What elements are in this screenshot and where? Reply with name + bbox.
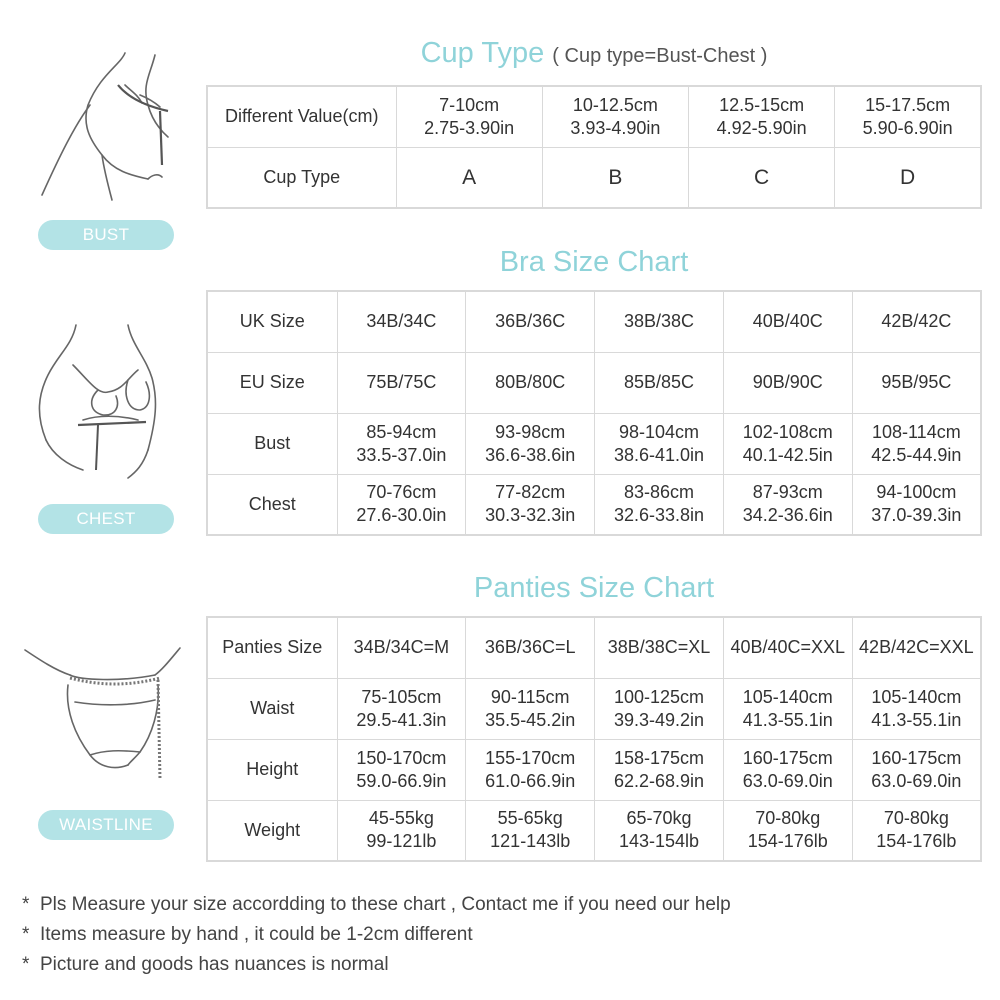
bust-illustration [30, 45, 180, 205]
table-cell [852, 291, 981, 352]
table-cell [723, 291, 852, 352]
cell-line: 35.5-45.2in [485, 709, 576, 730]
cup-range-in: 5.90-6.90in [862, 117, 953, 138]
cell-line: 41.3-55.1in [871, 709, 962, 730]
row-label: Height [207, 739, 337, 800]
table-cell [852, 617, 981, 678]
table-cell [337, 739, 466, 800]
bullet-star: * [22, 954, 30, 975]
table-cell [337, 678, 466, 739]
table-cell [595, 474, 724, 535]
bust-label: BUST [38, 220, 174, 250]
bra-size-title: Bra Size Chart [499, 246, 689, 278]
table-cell [466, 739, 595, 800]
cell-line: 32.6-33.8in [613, 505, 705, 526]
cell-line: 42B/42C=XXL [859, 637, 974, 658]
row-label: UK Size [207, 291, 337, 352]
table-cell [466, 800, 595, 861]
panties-size-table [206, 616, 982, 862]
cell-line: 63.0-69.0in [871, 770, 962, 791]
table-cell [337, 617, 466, 678]
cup-range-in: 3.93-4.90in [570, 117, 661, 138]
table-cell [852, 352, 981, 413]
cell-line: 85-94cm [366, 421, 437, 442]
cup-letter: D [835, 147, 981, 208]
table-row [207, 147, 981, 208]
cell-line: 40.1-42.5in [742, 444, 833, 465]
cup-range-cm: 12.5-15cm [719, 94, 805, 115]
table-cell [466, 352, 595, 413]
cup-letter: B [542, 147, 688, 208]
cell-line: 102-108cm [742, 421, 833, 442]
panties-size-title: Panties Size Chart [473, 572, 715, 604]
cell-line: 98-104cm [618, 421, 700, 442]
cell-line: 42B/42C [881, 311, 952, 332]
row-label: Panties Size [207, 617, 337, 678]
cell-line: 143-154lb [618, 831, 700, 852]
cell-line: 154-176lb [876, 831, 957, 852]
cup-letter: C [689, 147, 835, 208]
cell-line: 158-175cm [613, 747, 705, 768]
cup-range-cm: 15-17.5cm [865, 94, 951, 115]
table-cell [723, 800, 852, 861]
cell-line: 65-70kg [626, 808, 692, 829]
cell-line: 38B/38C [623, 311, 695, 332]
table-row [207, 413, 981, 474]
table-cell [852, 739, 981, 800]
table-row [207, 474, 981, 535]
cell-line: 108-114cm [871, 421, 961, 442]
row-label: Chest [207, 474, 337, 535]
cell-line: 155-170cm [485, 747, 576, 768]
row-label: Weight [207, 800, 337, 861]
note-item [22, 890, 731, 920]
cell-line: 80B/80C [495, 372, 566, 392]
cell-line: 41.3-55.1in [742, 709, 833, 730]
bullet-star: * [22, 894, 30, 915]
cell-line: 90B/90C [752, 372, 823, 392]
bullet-star: * [22, 924, 30, 945]
row-label: EU Size [207, 352, 337, 413]
cup-range-cm: 7-10cm [439, 94, 500, 115]
table-cell [337, 352, 466, 413]
cup-row-label: Cup Type [207, 147, 396, 208]
table-cell [466, 617, 595, 678]
table-row [207, 291, 981, 352]
cell-line: 36B/36C=L [484, 637, 576, 658]
table-cell [466, 474, 595, 535]
table-cell [595, 678, 724, 739]
notes [22, 890, 731, 980]
cup-header-label: Different Value(cm) [207, 86, 396, 147]
cell-line: 75-105cm [361, 686, 442, 707]
note-text: Pls Measure your size accordding to these chart , Contact me if you need our help [40, 894, 731, 915]
cell-line: 121-143lb [490, 831, 571, 852]
waistline-label: WAISTLINE [38, 810, 174, 840]
table-cell [723, 739, 852, 800]
cell-line: 40B/40C=XXL [730, 637, 846, 658]
cup-range-cell [542, 86, 688, 147]
cell-line: 94-100cm [876, 482, 957, 503]
waistline-illustration [20, 640, 185, 790]
table-cell [852, 678, 981, 739]
cell-line: 70-80kg [883, 808, 949, 829]
table-cell [466, 678, 595, 739]
cell-line: 63.0-69.0in [742, 770, 833, 791]
table-cell [337, 291, 466, 352]
cup-range-in: 4.92-5.90in [716, 117, 807, 138]
table-cell [852, 800, 981, 861]
cell-line: 93-98cm [495, 421, 566, 442]
cell-line: 87-93cm [752, 482, 823, 503]
table-cell [595, 352, 724, 413]
cup-type-table [206, 85, 982, 209]
cell-line: 105-140cm [742, 686, 833, 707]
cell-line: 27.6-30.0in [356, 505, 447, 526]
cell-line: 38B/38C=XL [607, 637, 711, 658]
cell-line: 34B/34C=M [353, 637, 450, 658]
note-text: Items measure by hand , it could be 1-2cm different [40, 924, 473, 945]
cup-type-subtitle: ( Cup type=Bust-Chest ) [552, 45, 768, 67]
cell-line: 150-170cm [356, 747, 447, 768]
table-cell [852, 413, 981, 474]
cell-line: 29.5-41.3in [356, 709, 447, 730]
table-row [207, 617, 981, 678]
table-cell [595, 739, 724, 800]
table-cell [595, 617, 724, 678]
chest-illustration [28, 320, 178, 480]
cell-line: 34B/34C [366, 311, 437, 332]
table-row [207, 86, 981, 147]
cell-line: 36B/36C [495, 311, 566, 332]
cup-range-cell [689, 86, 835, 147]
note-item [22, 920, 731, 950]
cell-line: 61.0-66.9in [485, 770, 576, 791]
table-cell [595, 800, 724, 861]
table-row [207, 739, 981, 800]
cell-line: 34.2-36.6in [742, 505, 833, 526]
cell-line: 95B/95C [881, 372, 952, 392]
cell-line: 75B/75C [366, 372, 437, 392]
table-cell [595, 413, 724, 474]
cell-line: 70-76cm [366, 482, 437, 503]
cell-line: 37.0-39.3in [871, 505, 962, 526]
cell-line: 83-86cm [623, 482, 694, 503]
table-cell [337, 413, 466, 474]
cell-line: 99-121lb [366, 831, 437, 852]
note-text: Picture and goods has nuances is normal [40, 954, 389, 975]
table-cell [595, 291, 724, 352]
cell-line: 154-176lb [747, 831, 828, 852]
cell-line: 77-82cm [495, 482, 566, 503]
cell-line: 90-115cm [490, 686, 570, 707]
table-cell [723, 617, 852, 678]
cell-line: 105-140cm [871, 686, 962, 707]
cell-line: 40B/40C [752, 311, 823, 332]
cell-line: 36.6-38.6in [485, 444, 576, 465]
table-cell [466, 291, 595, 352]
cell-line: 30.3-32.3in [485, 505, 576, 526]
cell-line: 59.0-66.9in [356, 770, 447, 791]
table-row [207, 352, 981, 413]
cell-line: 160-175cm [742, 747, 833, 768]
cell-line: 33.5-37.0in [356, 444, 447, 465]
bra-size-table [206, 290, 982, 536]
note-item [22, 950, 731, 980]
cup-letter: A [396, 147, 542, 208]
table-cell [723, 474, 852, 535]
cup-range-cm: 10-12.5cm [572, 94, 658, 115]
cell-line: 38.6-41.0in [613, 444, 705, 465]
cell-line: 100-125cm [613, 686, 705, 707]
cell-line: 45-55kg [368, 808, 434, 829]
cell-line: 39.3-49.2in [613, 709, 705, 730]
table-row [207, 678, 981, 739]
table-row [207, 800, 981, 861]
cell-line: 62.2-68.9in [613, 770, 705, 791]
cup-range-cell [396, 86, 542, 147]
table-cell [466, 413, 595, 474]
row-label: Waist [207, 678, 337, 739]
table-cell [723, 352, 852, 413]
cup-type-title-text: Cup Type [420, 37, 545, 69]
cup-range-cell [835, 86, 981, 147]
row-label: Bust [207, 413, 337, 474]
table-cell [337, 800, 466, 861]
table-cell [852, 474, 981, 535]
cup-type-title [206, 35, 982, 74]
cell-line: 70-80kg [755, 808, 821, 829]
cup-range-in: 2.75-3.90in [424, 117, 515, 138]
chest-label: CHEST [38, 504, 174, 534]
cell-line: 160-175cm [871, 747, 962, 768]
cell-line: 55-65kg [497, 808, 563, 829]
table-cell [337, 474, 466, 535]
cell-line: 85B/85C [623, 372, 695, 392]
table-cell [723, 678, 852, 739]
table-cell [723, 413, 852, 474]
cell-line: 42.5-44.9in [871, 444, 962, 465]
